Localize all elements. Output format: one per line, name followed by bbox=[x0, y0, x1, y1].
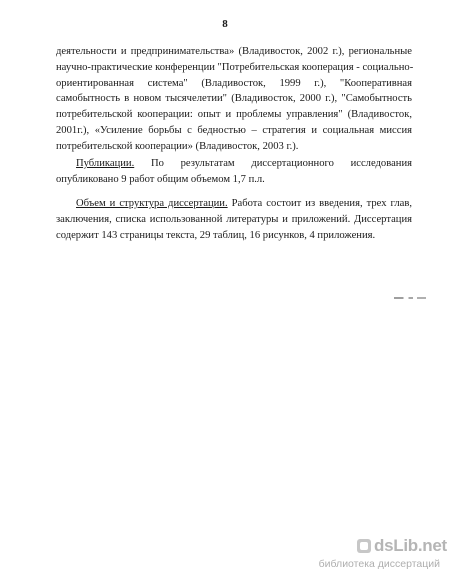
text-line bbox=[56, 156, 412, 172]
text-line: потребительской кооперации: опыт и проблемы управления" (Владивосток, bbox=[56, 109, 412, 121]
section-heading-publications: Публикации. bbox=[76, 158, 135, 169]
text-line: опубликовано 9 работ общим объемом 1,7 п.л. bbox=[56, 173, 265, 185]
paragraph-structure bbox=[56, 196, 412, 243]
text-line: деятельности и предпринимательства» (Владивосток, 2002 г.), региональные bbox=[56, 46, 412, 57]
scan-artifact bbox=[394, 297, 426, 299]
page-number: 8 bbox=[222, 18, 228, 30]
text-line: потребительской кооперации» (Владивосток, 2003 г.). bbox=[56, 140, 299, 152]
watermark-logo bbox=[356, 536, 447, 558]
paragraph-publications bbox=[56, 156, 412, 188]
section-heading-structure: Объем и структура диссертации. bbox=[76, 198, 228, 209]
watermark-logo-text: dsLib.net bbox=[374, 536, 447, 555]
paragraph-conferences bbox=[56, 44, 412, 155]
text-line: ориентированная система" (Владивосток, 1999 г.), "Кооперативная bbox=[56, 77, 412, 89]
text-line bbox=[56, 196, 412, 212]
text-line: заключения, списка использованной литературы и приложений. Диссертация bbox=[56, 213, 412, 225]
watermark-tagline: библиотека диссертаций bbox=[318, 558, 440, 570]
text-fragment: По результатам диссертационного исследования bbox=[134, 158, 412, 169]
text-fragment: Работа состоит из введения, трех глав, bbox=[227, 198, 412, 209]
text-line: самобытность в новом тысячелетии" (Владивосток, 2000 г.), "Самобытность bbox=[56, 93, 412, 105]
ds-logo-icon bbox=[356, 538, 372, 554]
text-line: научно-практические конференции "Потребительская кооперация - социально- bbox=[56, 61, 414, 73]
text-line: 2001г.), «Усиление борьбы с бедностью – стратегия и социальная миссия bbox=[56, 124, 412, 136]
text-line: содержит 143 страницы текста, 29 таблиц, 16 рисунков, 4 приложения. bbox=[56, 229, 376, 241]
